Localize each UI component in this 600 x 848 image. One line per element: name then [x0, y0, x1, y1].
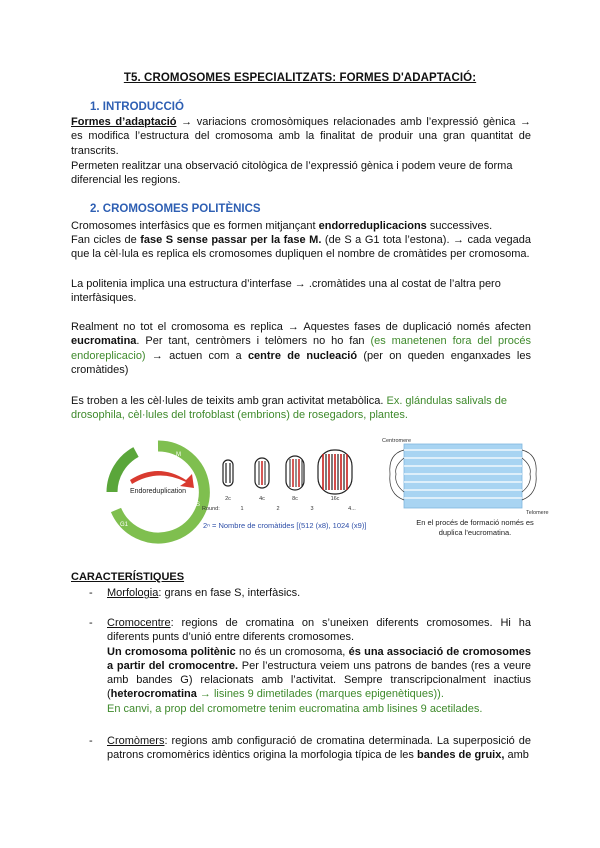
bold-span: heterocromatina: [110, 688, 197, 701]
text-span: Fan cicles de: [71, 234, 141, 246]
text-span: (de S a G1 tota l’estona). → cada vegada que la cèl·lula es replica els cromosomes dupliquen el nombre de cromàtides per cromosoma.: [71, 234, 531, 261]
text-span: : regions de cromatina on s’uneixen diferents cromosomes. Hi ha diferents punts d’unió entre diferents cromosomes.: [107, 617, 531, 644]
list-item-body: [107, 616, 531, 716]
round-number-4: 4...: [348, 506, 356, 512]
centromere-loops-icon: [390, 450, 404, 500]
text-span: Es troben a les cèl·lules de teixits amb gran activitat metabòlica.: [71, 395, 387, 407]
round-4-chromosome-icon: [318, 450, 352, 494]
term-formes-adaptacio: Formes d’adaptació: [71, 116, 177, 128]
term-cromocentre: Cromocentre: [107, 617, 171, 629]
green-span: (es manetenen fora del procés endoreplicacio): [71, 335, 532, 362]
round-number-2: 2: [276, 506, 280, 512]
cycle-center-label: Endoreduplication: [129, 488, 187, 495]
text-span: → variacions cromosòmiques relacionades amb l’expressió gènica → es modifica l’estructura del cromosoma amb la finalitat de produir una gran quantitat de transcrits.: [71, 116, 532, 157]
paragraph-politenia: La politenia implica una estructura d’interfase → .cromàtides una al costat de l’altra pero interfàsiques.: [71, 278, 501, 305]
chromatid-rounds-diagram: [202, 446, 382, 524]
list-bullet: -: [89, 617, 93, 629]
text-span: : regions amb configuració de cromatina determinada. La superposició de patrons cromomèrics idèntics origina la morfologia típica de les: [107, 735, 531, 762]
polytene-chromosome-diagram: [382, 434, 552, 520]
text-span: successives.: [426, 220, 493, 232]
phase-m-label: M: [176, 452, 181, 458]
paragraph-interfasics: [71, 219, 531, 233]
list-item-cromocentre: [71, 616, 531, 716]
paragraph-permeten: Permeten realitzar una observació citològica de l’expressió gènica i podem veure de forma diferencial les regions.: [71, 160, 513, 187]
paragraph-teixits: [71, 394, 531, 423]
green-span: Ex. glándulas salivals de drosophila, cèl·lules del trofoblast (embrions) de rosegadors, plantes.: [71, 395, 507, 422]
list-item-body: [107, 586, 531, 600]
term-cromomers: Cromòmers: [107, 735, 165, 747]
c-label-3: 8c: [292, 496, 298, 502]
telomere-label: Telomere: [526, 510, 549, 516]
telomere-loops-icon: [522, 450, 536, 500]
bold-span: fase S sense passar per la fase M.: [140, 234, 322, 246]
section-heading-introduccio: 1. INTRODUCCIÓ: [90, 101, 184, 113]
paragraph-formes-adaptacio: [71, 115, 531, 158]
round-label: Round:: [202, 506, 220, 512]
endoreduplication-arrow-icon: [130, 471, 194, 488]
phase-g2-label: G2: [140, 448, 149, 454]
bold-span: centre de nucleació: [247, 349, 358, 362]
list-item-morfologia: [71, 586, 531, 602]
c-label-1: 2c: [225, 496, 231, 502]
text-span: : grans en fase S, interfàsics.: [158, 587, 301, 599]
list-item-cromomers: [71, 734, 531, 774]
bold-span: Un cromosoma politènic: [107, 645, 236, 658]
paragraph-cicles-fase-s: [71, 233, 531, 262]
bold-span: eucromatina: [71, 335, 137, 348]
text-span: (per on queden enganxades les cromàtides): [71, 349, 531, 376]
text-span: . Per tant, centròmers i telòmers no ho fan: [136, 335, 371, 348]
endoreduplication-cycle-diagram: [106, 440, 210, 544]
bold-span: endorreduplicacions: [318, 220, 427, 232]
bold-span: bandes de gruix,: [416, 749, 505, 762]
round-2-chromosome-icon: [255, 458, 269, 488]
section-heading-cromosomes-politenics: 2. CROMOSOMES POLITÈNICS: [90, 203, 261, 215]
figure-caption: En el procés de formació només es duplica l’eucromatina.: [416, 518, 534, 537]
list-bullet: -: [89, 587, 93, 599]
text-span: → actuen com a: [145, 349, 248, 362]
round-number-3: 3: [310, 506, 314, 512]
phase-g1-label: G1: [120, 522, 129, 528]
term-morfologia: Morfologia: [107, 587, 159, 599]
green-span: → lisines 9 dimetilades (marques epigenètiques)).: [196, 688, 444, 701]
cycle-ring-segment-icon: [112, 452, 136, 492]
c-label-4: 16c: [330, 496, 340, 502]
round-3-chromosome-icon: [286, 456, 304, 490]
list-item-body: [107, 734, 531, 763]
text-span: Realment no tot el cromosoma es replica → Aquestes fases de duplicació només afecten: [71, 321, 531, 333]
text-span: no és un cromosoma,: [235, 645, 349, 658]
list-bullet: -: [89, 735, 93, 747]
round-1-chromosome-icon: [223, 460, 233, 486]
page-title: T5. CROMOSOMES ESPECIALITZATS: FORMES D'ADAPTACIÓ:: [123, 72, 477, 84]
phase-s-label: S: [196, 502, 201, 508]
chromatid-formula: 2ⁿ = Nombre de cromàtides [(512 (x8), 1024 (x9)]: [203, 521, 367, 530]
c-label-2: 4c: [259, 496, 265, 502]
text-span: Per l’estructura veiem uns patrons de bandes (res a veure amb bandes G) relacionats amb l’activitat. Sempre transcripcionalment inactius (: [107, 659, 531, 701]
round-number-1: 1: [240, 506, 244, 512]
paragraph-replica: [71, 320, 531, 377]
text-span: amb: [504, 749, 529, 762]
characteristics-heading: CARACTERÍSTIQUES: [71, 571, 185, 583]
text-span: Cromosomes interfàsics que es formen mitjançant: [71, 220, 319, 232]
centromere-label: Centromere: [382, 438, 412, 444]
green-span: En canvi, a prop del cromometre tenim eucromatina amb lisines 9 acetilades.: [107, 702, 483, 715]
bold-span: és una associació de cromosomes a partir del cromocentre.: [107, 645, 531, 672]
